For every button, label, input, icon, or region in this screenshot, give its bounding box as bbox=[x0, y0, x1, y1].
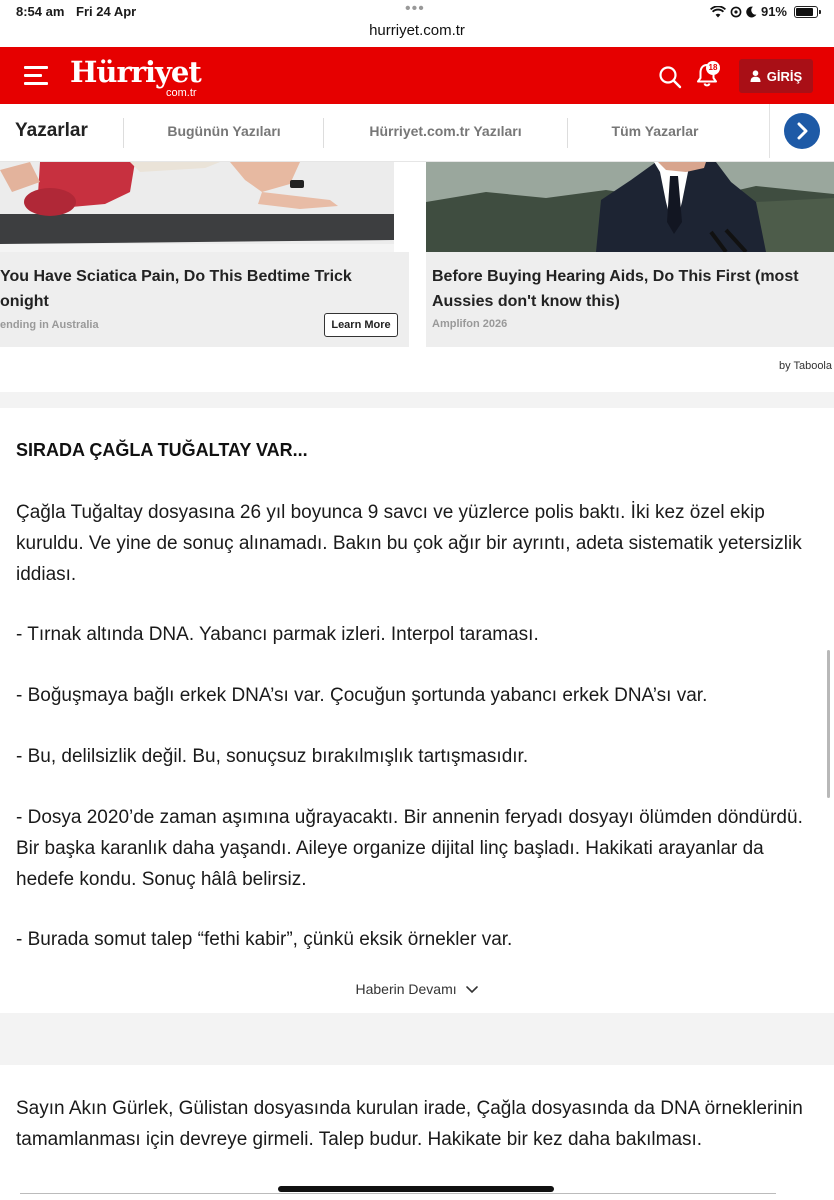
location-lock-icon bbox=[730, 6, 742, 18]
status-date: Fri 24 Apr bbox=[76, 4, 137, 19]
article-paragraph: - Tırnak altında DNA. Yabancı parmak izleri. Interpol taraması. bbox=[16, 624, 539, 645]
home-indicator[interactable] bbox=[278, 1186, 554, 1192]
read-more-link[interactable] bbox=[0, 981, 834, 997]
section-title[interactable]: Yazarlar bbox=[15, 120, 88, 141]
ad-title-line: Aussies don't know this) bbox=[432, 293, 620, 310]
divider bbox=[20, 1193, 776, 1194]
chevron-down-icon bbox=[465, 985, 479, 995]
taboola-attribution[interactable]: by Taboola bbox=[778, 360, 832, 372]
battery-icon bbox=[794, 6, 818, 18]
address-bar-url[interactable]: hurriyet.com.tr bbox=[369, 22, 465, 39]
article-paragraph: - Burada somut talep “fethi kabir”, çünkü eksik örnekler var. bbox=[16, 929, 513, 950]
status-time: 8:54 am bbox=[16, 4, 65, 19]
sponsored-content bbox=[0, 162, 834, 408]
scrollbar[interactable] bbox=[827, 650, 830, 798]
section-divider bbox=[0, 392, 834, 408]
login-label: GİRİŞ bbox=[766, 68, 803, 84]
logo-domain: com.tr bbox=[166, 87, 197, 99]
nav-item-todays-articles[interactable]: Bugünün Yazıları bbox=[167, 123, 281, 139]
ad-title-line: onight bbox=[0, 293, 49, 310]
ad-card[interactable] bbox=[0, 162, 409, 347]
nav-item-hurriyet-articles[interactable]: Hürriyet.com.tr Yazıları bbox=[369, 123, 522, 139]
user-icon bbox=[750, 70, 761, 82]
article-paragraph: Sayın Akın Gürlek, Gülistan dosyasında kurulan irade, Çağla dosyasında da DNA örneklerinin tamamlanması için devreye girmeli. Talep budur. Hakikate bir kez daha bakılması. bbox=[16, 1098, 803, 1150]
notification-count-badge: 18 bbox=[706, 61, 720, 75]
ad-title[interactable] bbox=[0, 264, 400, 314]
wifi-icon bbox=[710, 6, 726, 18]
article-paragraph: - Bu, delilsizlik değil. Bu, sonuçsuz bırakılmışlık tartışmasıdır. bbox=[16, 746, 529, 767]
menu-icon[interactable] bbox=[24, 66, 48, 86]
article-paragraph: - Boğuşmaya bağlı erkek DNA’sı var. Çocuğun şortunda yabancı erkek DNA’sı var. bbox=[16, 685, 708, 706]
article-paragraph: Çağla Tuğaltay dosyasına 26 yıl boyunca 9 savcı ve yüzlerce polis baktı. İki kez özel ekip kuruldu. Ve yine de sonuç alınamadı. Bakın bu çok ağır bir ayrıntı, adeta sistematik yetersizlik iddiası. bbox=[16, 502, 802, 585]
ad-image bbox=[0, 162, 409, 252]
nav-divider bbox=[769, 104, 770, 158]
ad-spacer bbox=[0, 1013, 834, 1065]
ad-title-line: Before Buying Hearing Aids, Do This First (most bbox=[432, 268, 799, 285]
site-logo[interactable] bbox=[70, 55, 201, 99]
article-subheading: SIRADA ÇAĞLA TUĞALTAY VAR... bbox=[16, 440, 308, 460]
login-button[interactable] bbox=[739, 59, 813, 93]
ad-source: ending in Australia bbox=[0, 319, 99, 331]
ad-title[interactable] bbox=[432, 264, 830, 314]
read-more-label: Haberin Devamı bbox=[355, 981, 457, 997]
logo-text: Hürriyet bbox=[70, 55, 201, 89]
search-icon[interactable] bbox=[658, 65, 682, 89]
article-body bbox=[0, 408, 834, 1013]
moon-icon bbox=[746, 6, 757, 18]
ad-image bbox=[426, 162, 834, 252]
learn-more-button[interactable]: Learn More bbox=[324, 313, 398, 337]
nav-item-all-writers[interactable]: Tüm Yazarlar bbox=[611, 123, 699, 139]
multitasking-dots-icon[interactable]: ••• bbox=[405, 0, 425, 17]
battery-percent: 91% bbox=[760, 4, 787, 19]
site-header bbox=[0, 47, 834, 104]
section-nav bbox=[0, 104, 834, 162]
article-paragraph: - Dosya 2020’de zaman aşımına uğrayacaktı. Bir annenin feryadı dosyayı ölümden döndürdü. Bir başka karanlık daha yaşandı. Aileye organize dijital linç başladı. Hakikati arayanlar da hedefe kondu. Sonuç hâlâ belirsiz. bbox=[16, 807, 803, 890]
ad-source: Amplifon 2026 bbox=[432, 318, 508, 330]
status-bar bbox=[0, 0, 834, 46]
status-indicators bbox=[710, 4, 818, 19]
ad-card[interactable] bbox=[426, 162, 834, 347]
chevron-right-icon bbox=[784, 113, 820, 149]
nav-next-button[interactable] bbox=[784, 113, 820, 149]
ad-title-line: You Have Sciatica Pain, Do This Bedtime Trick bbox=[0, 268, 352, 285]
